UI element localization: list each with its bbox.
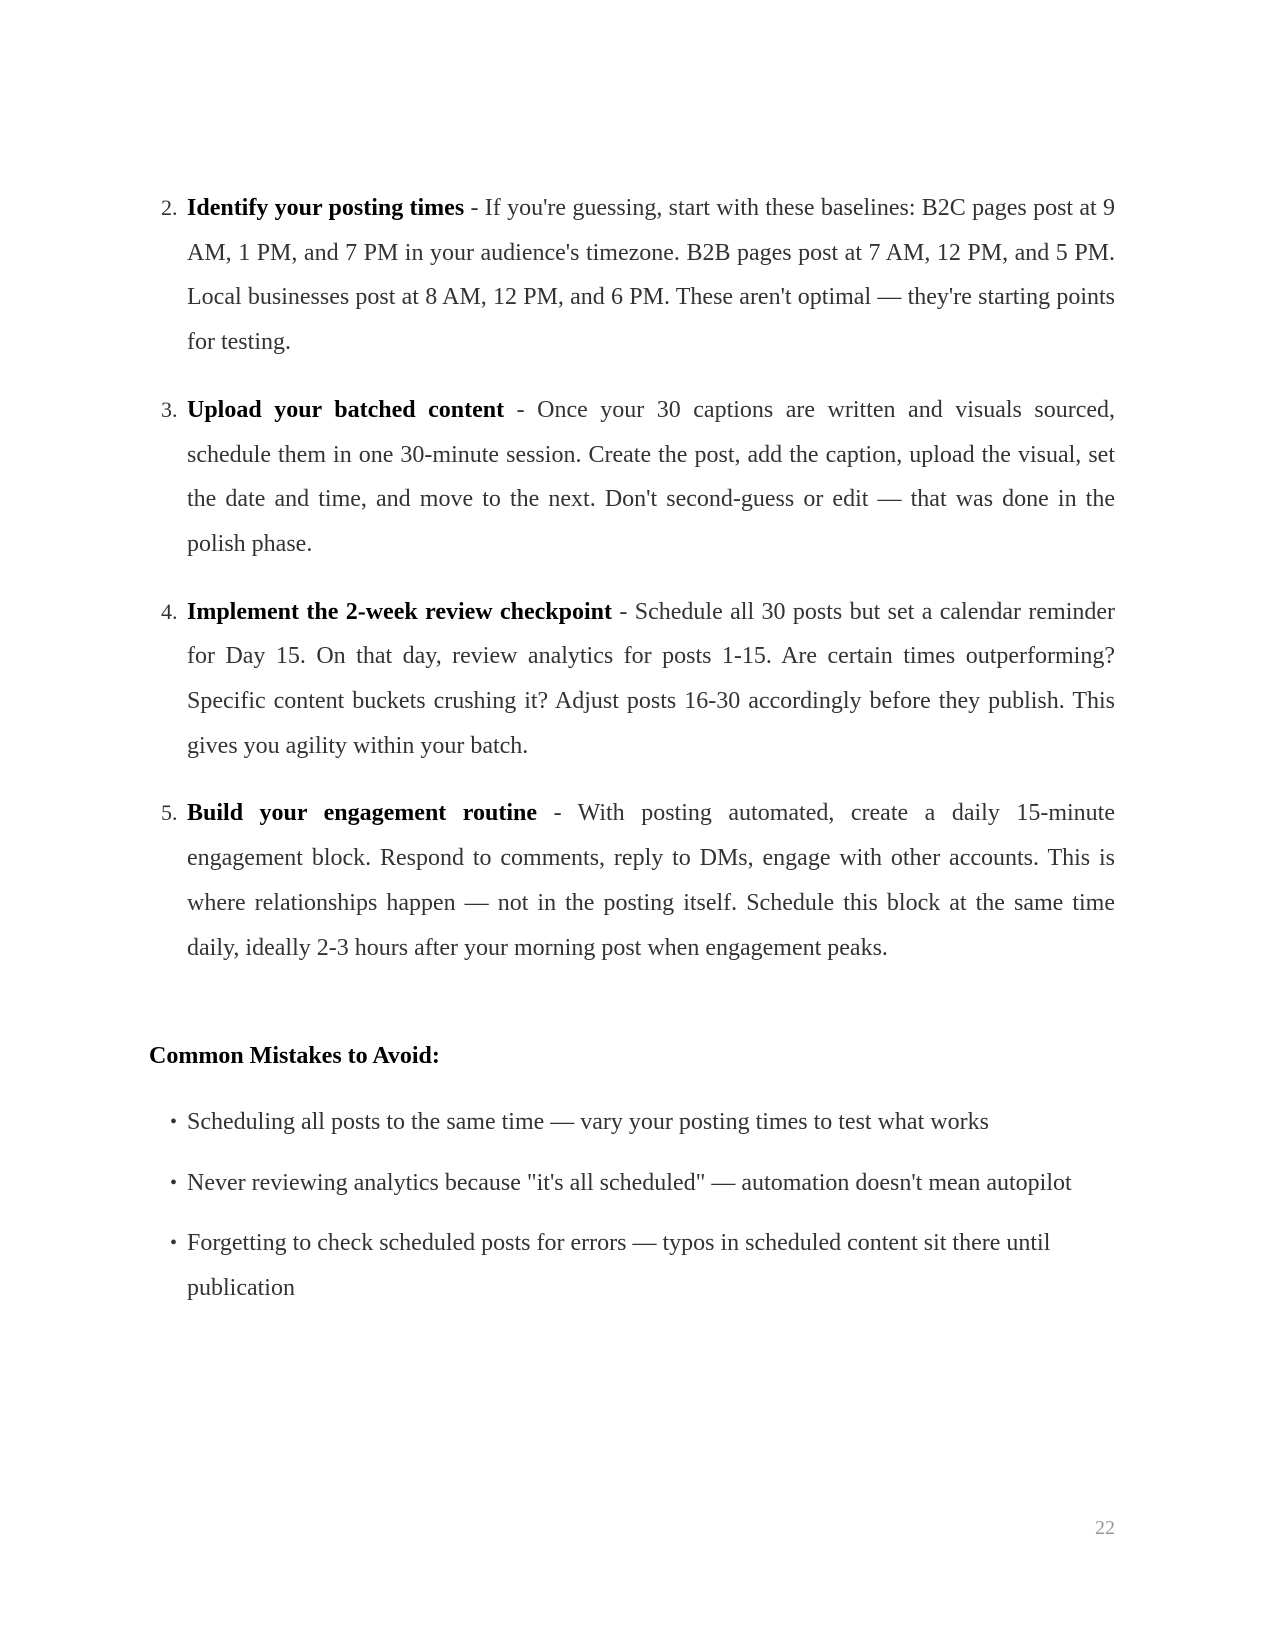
separator: -	[504, 396, 538, 423]
bullet-icon: •	[170, 1232, 178, 1255]
section-heading: Common Mistakes to Avoid:	[149, 1043, 440, 1069]
bullet-icon: •	[170, 1111, 178, 1133]
list-item	[170, 1161, 1115, 1206]
mistake-text: Scheduling all posts to the same time — vary your posting times to test what works	[187, 1109, 989, 1135]
step-body: Once your 30 captions are written and visuals sourced, schedule them in one 30-minute session. Create the post, add the caption, upload the visual, set the date and time, and move to the next. Don't second-guess or edit — that was done in the polish phase.	[187, 396, 1116, 557]
numbered-steps-list	[161, 186, 1116, 993]
separator: -	[464, 195, 485, 221]
separator: -	[612, 598, 635, 625]
mistakes-list	[170, 1100, 1115, 1327]
list-item	[161, 590, 1116, 769]
list-item	[170, 1221, 1115, 1310]
list-item	[161, 186, 1116, 365]
list-number: 5.	[161, 800, 178, 826]
separator: -	[537, 800, 578, 827]
step-title: Upload your batched content	[187, 396, 505, 423]
list-item	[161, 388, 1116, 567]
step-title: Identify your posting times	[187, 195, 465, 221]
list-number: 3.	[161, 396, 178, 422]
step-body: Schedule all 30 posts but set a calendar reminder for Day 15. On that day, review analytics for posts 1-15. Are certain times outperforming? Specific content buckets crushing it? Adjust posts 16-30 accordingly before they publish. This gives you agility within your batch.	[187, 598, 1116, 759]
list-number: 2.	[161, 195, 178, 220]
mistake-text: Forgetting to check scheduled posts for errors — typos in scheduled content sit there until publication	[187, 1230, 1051, 1302]
list-item	[170, 1100, 1115, 1145]
bullet-icon: •	[170, 1171, 178, 1194]
list-number: 4.	[161, 598, 178, 624]
step-title: Build your engagement routine	[187, 800, 538, 827]
list-item	[161, 791, 1116, 970]
step-title: Implement the 2-week review checkpoint	[187, 598, 613, 625]
step-body: If you're guessing, start with these baselines: B2C pages post at 9 AM, 1 PM, and 7 PM in your audience's timezone. B2B pages post at 7 AM, 12 PM, and 5 PM. Local businesses post at 8 AM, 12 PM, and 6 PM. These aren't optimal — they're starting points for testing.	[187, 195, 1116, 356]
mistake-text: Never reviewing analytics because "it's all scheduled" — automation doesn't mean autopilot	[187, 1169, 1072, 1196]
step-body: With posting automated, create a daily 15-minute engagement block. Respond to comments, reply to DMs, engage with other accounts. This is where relationships happen — not in the posting itself. Schedule this block at the same time daily, ideally 2-3 hours after your morning post when engagement peaks.	[187, 800, 1116, 961]
page-number: 22	[1095, 1517, 1115, 1539]
